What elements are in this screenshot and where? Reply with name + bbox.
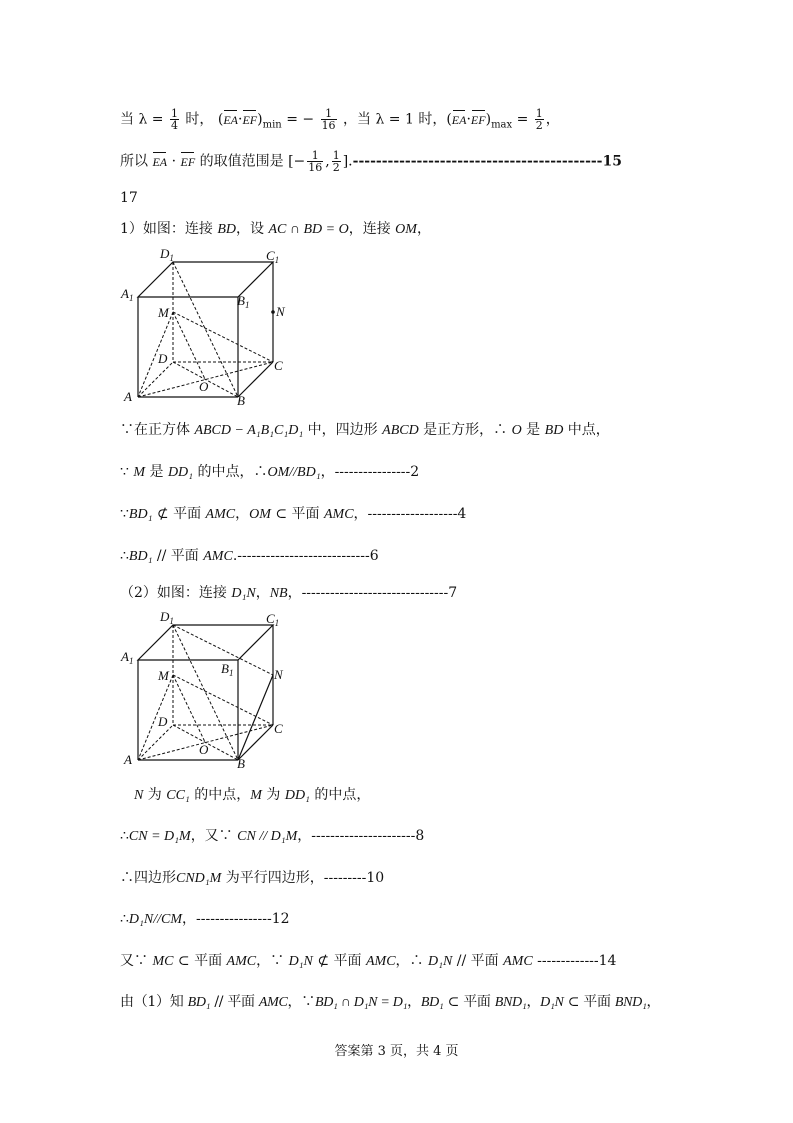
label-n: N — [276, 304, 285, 319]
text: ∴ — [120, 911, 129, 927]
vector-ea: EA — [152, 152, 167, 172]
score-marker: -------------------------------------------15 — [352, 153, 622, 170]
math: D₁N//CM — [128, 912, 183, 927]
vector-ef: EF — [242, 110, 257, 130]
text: ⊂ 平面 — [173, 953, 227, 969]
text: // 平面 — [210, 994, 259, 1010]
text: 是正方形，∴ — [418, 422, 512, 438]
text: 的中点， — [189, 787, 251, 803]
label-a: A — [124, 752, 132, 767]
text: ⊂ 平面 — [443, 994, 495, 1010]
math: NB — [269, 586, 288, 601]
text: = − — [286, 111, 315, 128]
math: DD₁ — [284, 788, 310, 803]
math: BND₁ — [494, 995, 527, 1010]
text: 是 — [521, 422, 545, 438]
text: ，-------------------------------7 — [287, 585, 458, 601]
vector-ef: EF — [180, 152, 195, 172]
text: -------------14 — [532, 953, 617, 969]
label-a: A — [124, 389, 132, 404]
fraction: $\frac{1}{16}$ — [308, 149, 323, 174]
text: 1）如图：连接 — [120, 221, 218, 237]
fraction: $\frac{1}{4}$ — [170, 107, 178, 132]
fraction: $\frac{1}{2}$ — [535, 107, 543, 132]
text: ⊄ 平面 — [312, 953, 366, 969]
text: ∴四边形 — [120, 870, 176, 886]
text: ⊂ 平面 — [563, 994, 615, 1010]
line-from-part1 — [120, 992, 660, 1013]
text: ，∵ — [287, 994, 315, 1010]
text: ，-------------------4 — [353, 506, 467, 522]
math: AMC — [258, 995, 288, 1010]
text: [− — [288, 153, 306, 170]
label-d: D — [158, 714, 168, 729]
math: AMC — [226, 954, 257, 969]
math: AMC — [203, 549, 233, 564]
text: 所以 — [120, 153, 148, 170]
math: BD₁ — [420, 995, 444, 1010]
text: ∵ — [120, 506, 129, 522]
text: 中点， — [563, 422, 610, 438]
text: , — [325, 153, 330, 170]
label-m: M — [158, 305, 169, 320]
label-c1: $C_1$ — [266, 248, 280, 265]
text: ， — [416, 221, 431, 237]
text: 的取值范围是 — [199, 153, 284, 170]
label-o: O — [199, 742, 209, 757]
cube-figure-2 — [118, 605, 298, 770]
text: ， — [526, 994, 541, 1010]
text: 是 — [145, 464, 168, 480]
text: · — [167, 153, 181, 170]
text: 由（1）知 — [120, 994, 188, 1010]
math: AC ∩ BD = O — [268, 222, 349, 237]
label-b: B — [237, 393, 245, 407]
math: AMC — [365, 954, 396, 969]
text: ⊄ 平面 — [152, 506, 206, 522]
math: D₁N — [288, 954, 313, 969]
text: ]. — [342, 153, 353, 170]
line-part2-intro — [120, 583, 457, 604]
math: BD₁ — [128, 549, 153, 564]
math: OM//BD₁ — [267, 465, 321, 480]
text: ，----------------------8 — [297, 828, 425, 844]
vector-ef: EF — [471, 110, 486, 130]
text: 为平行四边形，---------10 — [221, 870, 385, 886]
math: D₁N — [540, 995, 564, 1010]
text: ， — [407, 994, 421, 1010]
math: CN = D₁M — [128, 829, 191, 844]
text: （2）如图：连接 — [120, 585, 232, 601]
math: CN // D₁M — [237, 829, 298, 844]
page-footer: 答案第 3 页，共 4 页 — [334, 1044, 459, 1059]
text: ( — [217, 111, 224, 128]
line-midpoints — [134, 785, 370, 806]
math: M — [250, 788, 262, 803]
text: ∵ — [120, 464, 134, 480]
line-conclusion-1 — [120, 546, 379, 567]
math: DD₁ — [167, 465, 194, 480]
line-d1n-plane — [120, 951, 616, 972]
math: AMC — [503, 954, 533, 969]
label-c: C — [274, 358, 283, 373]
text: 的中点， — [309, 787, 371, 803]
label-c1: $C_1$ — [266, 611, 280, 628]
math: N — [134, 788, 144, 803]
text: ，----------------2 — [320, 464, 420, 480]
label-b: B — [237, 756, 245, 770]
cube-figure-1 — [118, 242, 298, 407]
text: 时， — [185, 111, 214, 128]
math: ABCD − A₁B₁C₁D₁ — [194, 423, 304, 438]
text: ∴ — [120, 828, 129, 844]
math: D₁N — [428, 954, 453, 969]
subscript: min — [262, 119, 282, 131]
line-part1-intro — [120, 219, 431, 240]
text: ，∴ — [395, 953, 428, 969]
math: MC — [152, 954, 174, 969]
text: ) — [257, 111, 263, 128]
line-range — [120, 150, 622, 173]
label-d1: $D_1$ — [160, 246, 174, 263]
label-a1: $A_1$ — [121, 286, 134, 303]
text: · — [466, 111, 471, 128]
label-n: N — [274, 667, 283, 682]
line-parallelogram — [120, 868, 384, 889]
label-b1: $B_1$ — [221, 661, 234, 678]
text: ， — [235, 506, 250, 522]
label-d1: $D_1$ — [160, 609, 174, 626]
label-a1: $A_1$ — [121, 649, 134, 666]
math: BD₁ — [128, 507, 153, 522]
text: ，当 λ = 1 时，( — [343, 111, 452, 128]
line-cn-equals — [120, 826, 424, 847]
text: ∵在正方体 — [120, 422, 195, 438]
text: ⊂ 平面 — [270, 506, 324, 522]
text: ，∵ — [256, 953, 289, 969]
math: M — [133, 465, 146, 480]
label-o: O — [199, 379, 209, 394]
math: D₁N — [231, 586, 256, 601]
math: BND₁ — [614, 995, 647, 1010]
math: BD — [217, 222, 237, 237]
math: CC₁ — [166, 788, 190, 803]
math: BD₁ — [187, 995, 211, 1010]
text: ，连接 — [348, 221, 396, 237]
text: ， — [646, 994, 661, 1010]
vector-ea: EA — [452, 110, 467, 130]
math: BD — [544, 423, 564, 438]
text: ，设 — [236, 221, 269, 237]
text: // 平面 — [152, 548, 204, 564]
text: ， — [255, 585, 270, 601]
text: .----------------------------6 — [232, 548, 379, 564]
math: BD₁ ∩ D₁N = D₁ — [314, 995, 408, 1010]
line-square-statement — [120, 420, 610, 441]
text: 中，四边形 — [303, 422, 383, 438]
line-d1n-parallel — [120, 909, 290, 930]
math: CND₁M — [176, 871, 222, 886]
math: ABCD — [382, 423, 419, 438]
text: 又∵ — [120, 953, 153, 969]
fraction: $\frac{1}{16}$ — [321, 107, 336, 132]
text: 为 — [261, 787, 285, 803]
line-plane-relations — [120, 504, 466, 525]
vector-ea: EA — [223, 110, 238, 130]
text: 的中点，∴ — [193, 464, 268, 480]
line-lambda-values — [120, 108, 560, 135]
math: O — [511, 423, 522, 438]
math: AMC — [323, 507, 354, 522]
label-c: C — [274, 721, 283, 736]
math: OM — [249, 507, 271, 522]
math: AMC — [205, 507, 236, 522]
text: ， — [545, 111, 560, 128]
math: OM — [395, 222, 417, 237]
text: // 平面 — [452, 953, 504, 969]
subscript: max — [491, 119, 513, 131]
text: ) — [485, 111, 492, 128]
text: 为 — [143, 787, 167, 803]
fraction: $\frac{1}{2}$ — [332, 149, 340, 174]
text: = — [516, 111, 533, 128]
label-d: D — [158, 351, 168, 366]
label-b1: $B_1$ — [237, 293, 250, 310]
text: · — [238, 111, 243, 128]
line-om-parallel — [120, 462, 419, 483]
text: 当 λ = — [120, 111, 164, 128]
label-m: M — [158, 668, 169, 683]
question-number: 17 — [120, 190, 138, 206]
text: ，又∵ — [190, 828, 238, 844]
text: ∴ — [120, 548, 129, 564]
text: ，----------------12 — [182, 911, 290, 927]
